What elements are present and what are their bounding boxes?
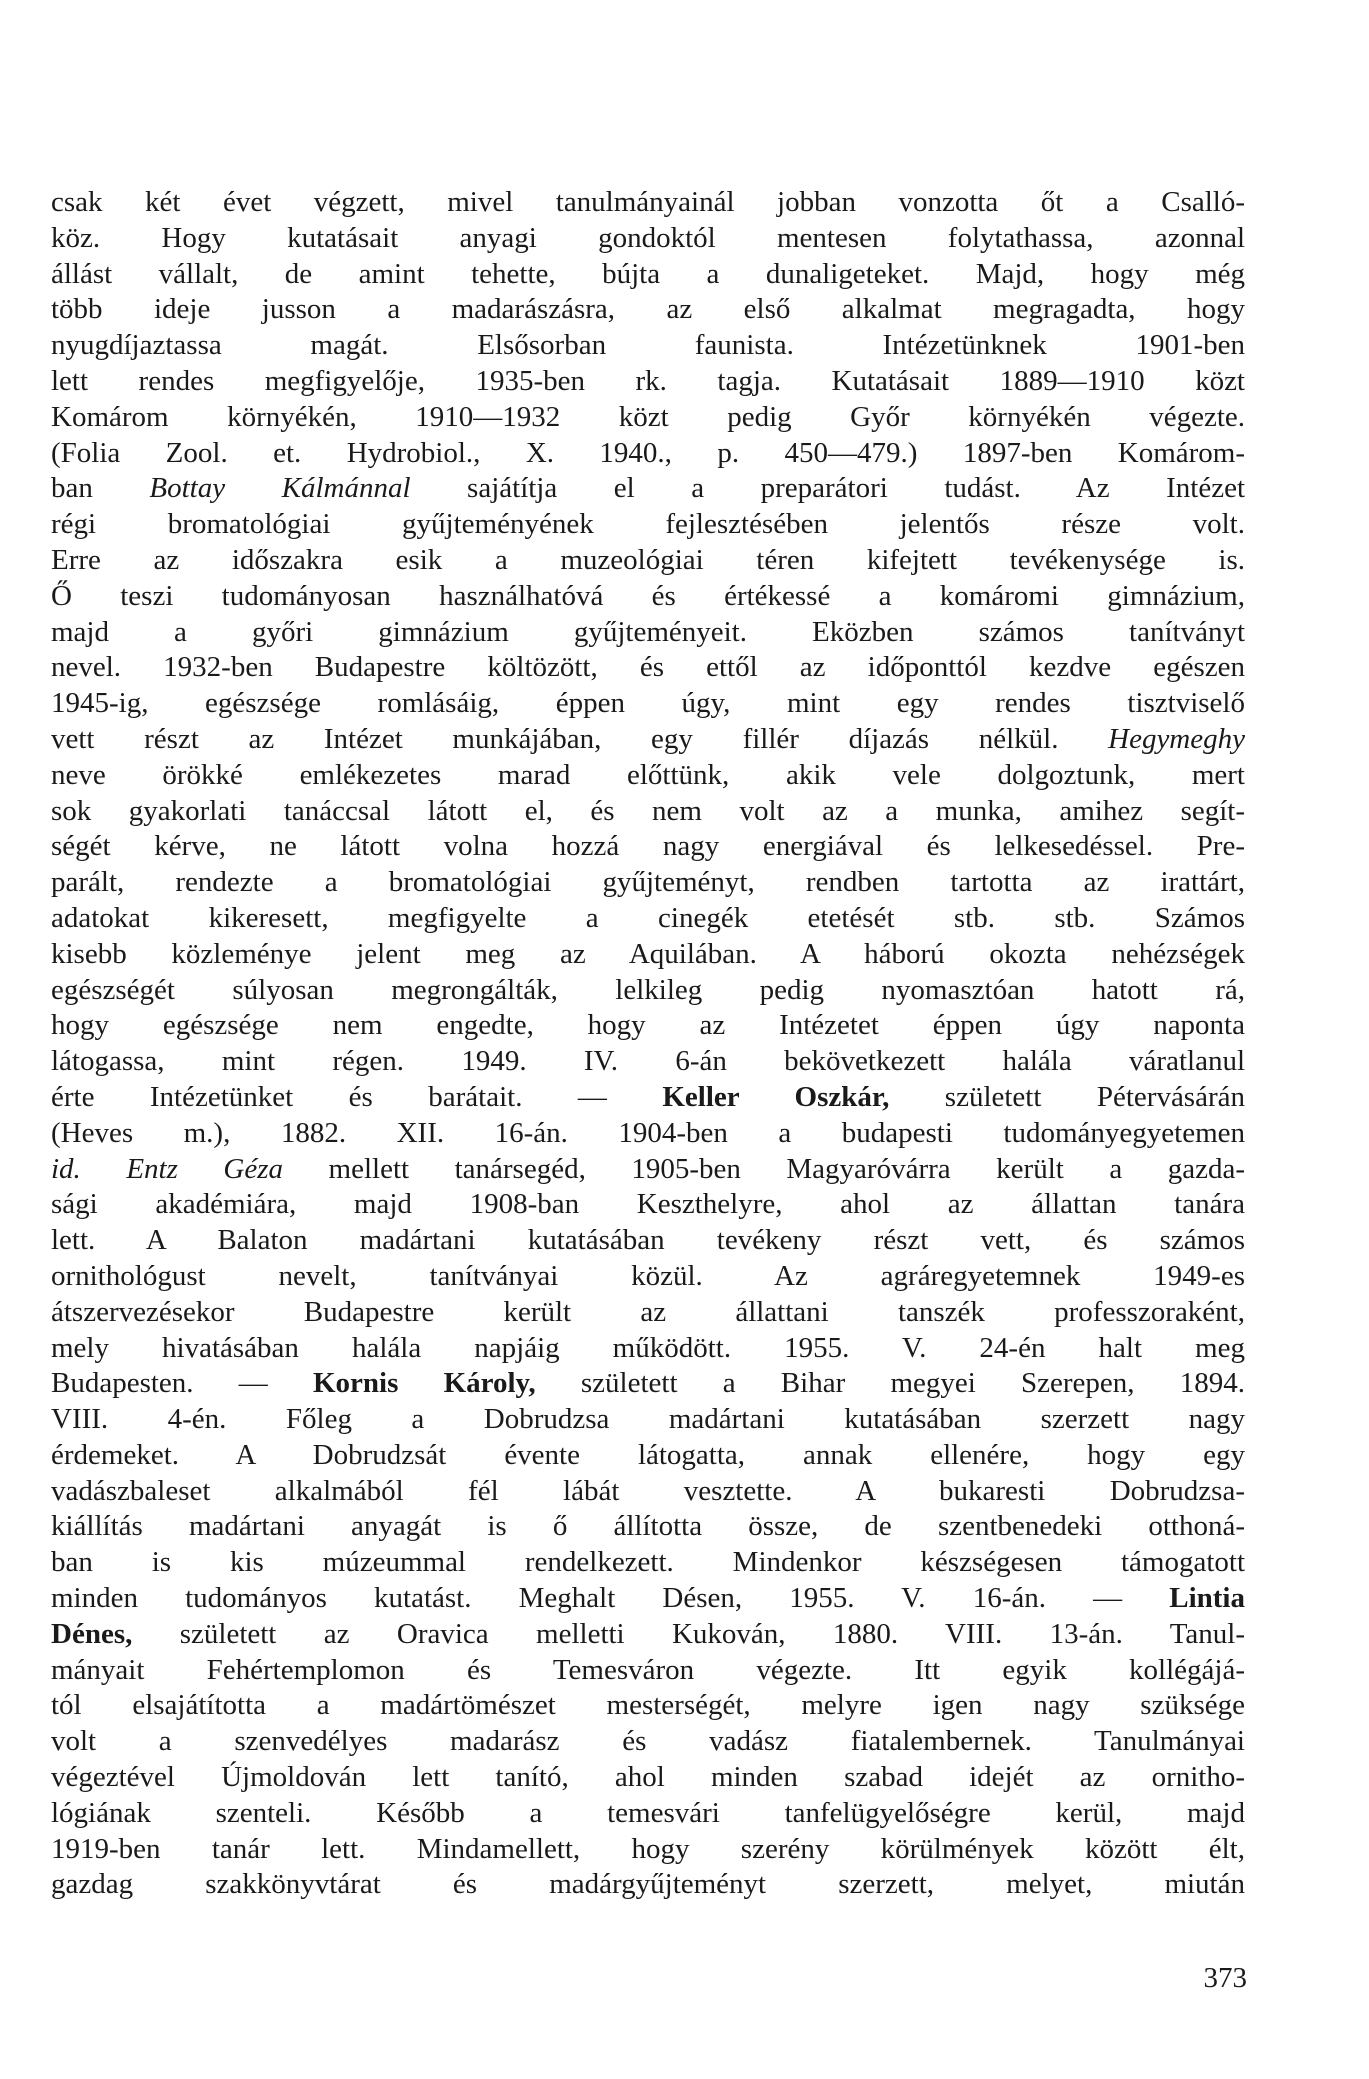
text-segment: több ideje jusson a madarászásra, az első alkalmat megragadta, hogy [51,293,1245,326]
text-line [51,1438,1245,1474]
page-number: 373 [1203,1962,1247,1994]
bold-name: Dénes, [51,1617,133,1650]
text-segment: vadászbaleset alkalmából fél lábát vesztette. A bukaresti Dobrudzsa- [51,1474,1245,1507]
text-segment: 1945-ig, egészsége romlásáig, éppen úgy, mint egy rendes tisztviselő [51,687,1245,720]
text-line [51,1331,1245,1367]
text-segment: VIII. 4-én. Főleg a Dobrudzsa madártani kutatásában szerzett nagy [51,1403,1245,1436]
text-line [51,650,1245,686]
text-line [51,615,1245,651]
bold-name: Kornis Károly, [312,1367,536,1400]
text-segment: ségét kérve, ne látott volna hozzá nagy energiával és lelkesedéssel. Pre- [51,830,1245,863]
text-line [51,1295,1245,1331]
text-line [51,1474,1245,1510]
text-line [51,1724,1245,1760]
text-segment: ban [51,472,150,505]
bold-name: Keller Oszkár, [662,1080,890,1113]
text-segment: volt a szenvedélyes madarász és vadász fiatalembernek. Tanulmányai [51,1725,1245,1758]
text-line [51,973,1245,1009]
text-line [51,1617,1245,1653]
text-line [51,292,1245,328]
text-line [51,1688,1245,1724]
text-segment: Budapesten. — [51,1367,313,1400]
italic-name: Hegymeghy [1108,722,1245,755]
text-line [51,937,1245,973]
text-line [51,865,1245,901]
text-segment: érdemeket. A Dobrudzsát évente látogatta, annak ellenére, hogy egy [51,1438,1245,1471]
text-segment: tól elsajátította a madártömészet mesterségét, melyre igen nagy szüksége [51,1689,1245,1722]
text-segment: régi bromatológiai gyűjteményének fejlesztésében jelentős része volt. [51,508,1245,541]
text-segment: lógiának szenteli. Később a temesvári tanfelügyelőségre kerül, majd [51,1796,1245,1829]
text-segment: Ő teszi tudományosan használhatóvá és értékessé a komáromi gimnázium, [51,579,1245,612]
text-segment: kiállítás madártani anyagát is ő állította össze, de szentbenedeki otthoná- [51,1510,1245,1543]
text-segment: nyugdíjaztassa magát. Elsősorban faunista. Intézetünknek 1901-ben [51,329,1245,362]
text-segment: Komárom környékén, 1910—1932 közt pedig Győr környékén végezte. [51,400,1245,433]
text-line [51,185,1245,221]
text-line [51,328,1245,364]
text-line [51,436,1245,472]
text-line [51,794,1245,830]
body-text [51,185,1245,1903]
text-line [51,507,1245,543]
text-segment: sági akadémiára, majd 1908-ban Keszthelyre, ahol az állattan tanára [51,1188,1245,1221]
text-segment: neve örökké emlékezetes marad előttünk, akik vele dolgoztunk, mert [51,758,1245,791]
text-line [51,364,1245,400]
text-segment: parált, rendezte a bromatológiai gyűjteményt, rendben tartotta az irattárt, [51,866,1245,899]
text-line [51,1044,1245,1080]
text-segment: sajátítja el a preparátori tudást. Az Intézet [410,472,1245,505]
text-segment: mely hivatásában halála napjáig működött. 1955. V. 24-én halt meg [51,1331,1245,1364]
text-segment: lett rendes megfigyelője, 1935-ben rk. tagja. Kutatásait 1889—1910 közt [51,364,1245,397]
text-segment: Erre az időszakra esik a muzeológiai téren kifejtett tevékenysége is. [51,543,1245,576]
text-segment: vett részt az Intézet munkájában, egy fillér díjazás nélkül. [51,722,1109,755]
text-line [51,1867,1245,1903]
bold-name: Lintia [1169,1582,1245,1615]
text-line [51,829,1245,865]
text-line [51,758,1245,794]
text-line [51,1116,1245,1152]
text-segment: adatokat kikeresett, megfigyelte a cinegék etetését stb. stb. Számos [51,901,1245,934]
text-segment: köz. Hogy kutatásait anyagi gondoktól mentesen folytathassa, azonnal [51,221,1245,254]
text-segment: gazdag szakkönyvtárat és madárgyűjteményt szerzett, melyet, miután [51,1868,1245,1901]
italic-name: id. Entz Géza [51,1152,284,1185]
text-segment: 1919-ben tanár lett. Mindamellett, hogy szerény körülmények között élt, [51,1832,1245,1865]
text-line [51,221,1245,257]
text-segment: ban is kis múzeummal rendelkezett. Mindenkor készségesen támogatott [51,1546,1245,1579]
text-segment: mellett tanársegéd, 1905-ben Magyaróvárra került a gazda- [283,1152,1245,1185]
text-segment: kisebb közleménye jelent meg az Aquilában. A háború okozta nehézségek [51,937,1245,970]
text-line [51,1080,1245,1116]
text-segment: állást vállalt, de amint tehette, bújta a dunaligeteket. Majd, hogy még [51,257,1245,290]
text-line [51,1653,1245,1689]
text-segment: lett. A Balaton madártani kutatásában tevékeny részt vett, és számos [51,1224,1245,1257]
text-line [51,543,1245,579]
text-segment: egészségét súlyosan megrongálták, lelkileg pedig nyomasztóan hatott rá, [51,973,1245,1006]
text-line [51,1545,1245,1581]
text-line [51,1366,1245,1402]
text-segment: mányait Fehértemplomon és Temesváron végezte. Itt egyik kollégájá- [51,1653,1245,1686]
text-line [51,686,1245,722]
text-line [51,257,1245,293]
text-line [51,1581,1245,1617]
text-line [51,722,1245,758]
text-segment: csak két évet végzett, mivel tanulmányainál jobban vonzotta őt a Csalló- [51,186,1245,218]
text-line [51,471,1245,507]
text-segment: érte Intézetünket és barátait. — [51,1080,663,1113]
text-segment: látogassa, mint régen. 1949. IV. 6-án bekövetkezett halála váratlanul [51,1045,1245,1078]
text-line [51,1152,1245,1188]
text-segment: végeztével Újmoldován lett tanító, ahol minden szabad idejét az ornitho- [51,1761,1245,1794]
text-line [51,901,1245,937]
text-line [51,1259,1245,1295]
text-line [51,579,1245,615]
text-segment: hogy egészsége nem engedte, hogy az Intézetet éppen úgy naponta [51,1009,1245,1042]
text-segment: minden tudományos kutatást. Meghalt Désen, 1955. V. 16-án. — [51,1582,1170,1615]
text-segment: ornithológust nevelt, tanítványai közül. Az agráregyetemnek 1949-es [51,1259,1245,1292]
text-segment: majd a győri gimnázium gyűjteményeit. Eközben számos tanítványt [51,615,1245,648]
text-segment: nevel. 1932-ben Budapestre költözött, és ettől az időponttól kezdve egészen [51,651,1245,684]
text-line [51,1187,1245,1223]
text-segment: született a Bihar megyei Szerepen, 1894. [535,1367,1245,1400]
text-line [51,1008,1245,1044]
text-line [51,1223,1245,1259]
text-segment: sok gyakorlati tanáccsal látott el, és nem volt az a munka, amihez segít- [51,794,1245,827]
text-segment: született az Oravica melletti Kukován, 1880. VIII. 13-án. Tanul- [132,1617,1245,1650]
text-line [51,400,1245,436]
text-line [51,1796,1245,1832]
text-segment: átszervezésekor Budapestre került az állattani tanszék professzoraként, [51,1295,1245,1328]
italic-name: Bottay Kálmánnal [149,472,411,505]
text-segment: született Pétervásárán [889,1080,1245,1113]
text-line [51,1760,1245,1796]
text-segment: (Heves m.), 1882. XII. 16-án. 1904-ben a budapesti tudományegyetemen [51,1116,1245,1149]
text-line [51,1402,1245,1438]
text-line [51,1509,1245,1545]
text-line [51,1832,1245,1868]
text-segment: (Folia Zool. et. Hydrobiol., X. 1940., p. 450—479.) 1897-ben Komárom- [51,436,1245,469]
